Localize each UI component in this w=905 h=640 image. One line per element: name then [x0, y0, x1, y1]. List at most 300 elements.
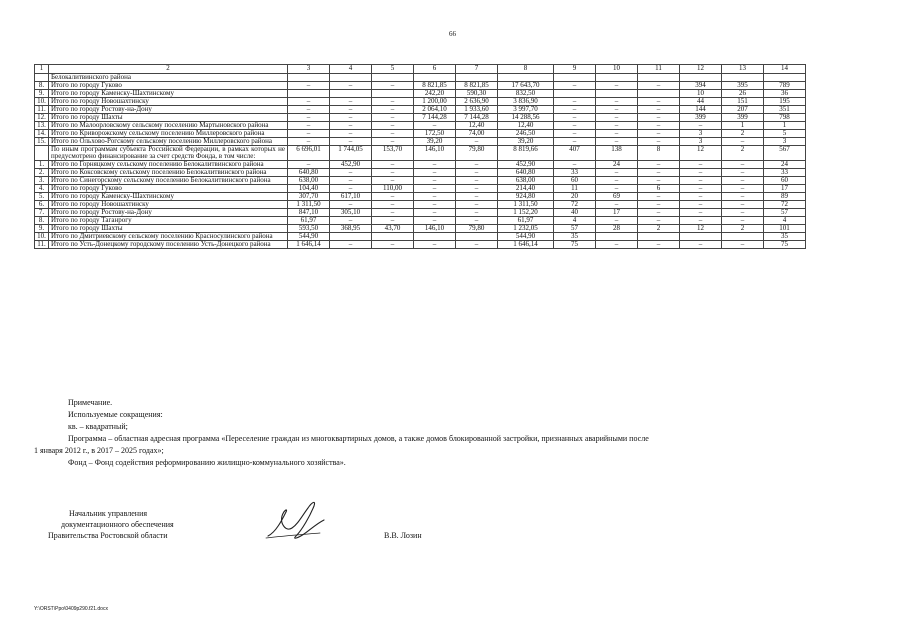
column-number-cell: 14 — [764, 65, 806, 74]
row-name-cell: Итого по городу Ростову-на-Дону — [49, 106, 288, 114]
value-cell: – — [414, 161, 456, 169]
column-number-cell: 4 — [330, 65, 372, 74]
value-cell: – — [414, 201, 456, 209]
value-cell: 407 — [554, 146, 596, 161]
row-number-cell: 9. — [35, 225, 49, 233]
value-cell: 43,70 — [372, 225, 414, 233]
value-cell: 1 — [722, 122, 764, 130]
value-cell: – — [680, 217, 722, 225]
row-number-cell: 2. — [35, 169, 49, 177]
value-cell: 307,70 — [288, 193, 330, 201]
row-name-cell: Итого по городу Таганрогу — [49, 217, 288, 225]
row-name-cell: Итого по городу Каменску-Шахтинскому — [49, 193, 288, 201]
value-cell: – — [372, 169, 414, 177]
value-cell: – — [372, 161, 414, 169]
row-number-cell: 3. — [35, 177, 49, 185]
value-cell: – — [414, 241, 456, 249]
row-number-cell: 8. — [35, 82, 49, 90]
value-cell: 2 — [722, 146, 764, 161]
row-name-cell: Итого по Ольхово-Рогскому сельскому поселению Миллеровского района — [49, 138, 288, 146]
value-cell: 35 — [764, 233, 806, 241]
value-cell: – — [680, 241, 722, 249]
value-cell: – — [722, 193, 764, 201]
signer-name: В.В. Лозин — [384, 531, 422, 540]
value-cell: – — [288, 161, 330, 169]
value-cell: 246,50 — [498, 130, 554, 138]
value-cell: – — [638, 138, 680, 146]
value-cell: 2 636,90 — [456, 98, 498, 106]
table-row — [35, 146, 806, 161]
value-cell: – — [288, 122, 330, 130]
value-cell: – — [372, 82, 414, 90]
value-cell: – — [554, 130, 596, 138]
value-cell: 394 — [680, 82, 722, 90]
value-cell: 151 — [722, 98, 764, 106]
row-number-cell: 1. — [35, 161, 49, 169]
value-cell: 3 997,70 — [498, 106, 554, 114]
row-name-cell: Итого по Криворожскому сельскому поселению Миллеровского района — [49, 130, 288, 138]
row-number-cell: 14. — [35, 130, 49, 138]
value-cell: – — [596, 106, 638, 114]
value-cell: 3 — [680, 130, 722, 138]
value-cell: – — [288, 138, 330, 146]
value-cell: – — [596, 114, 638, 122]
value-cell: 72 — [764, 201, 806, 209]
value-cell: – — [372, 209, 414, 217]
table-row — [35, 106, 806, 114]
value-cell: 101 — [764, 225, 806, 233]
value-cell: 33 — [554, 169, 596, 177]
value-cell: 69 — [596, 193, 638, 201]
row-name-cell: Итого по Дмитриевскому сельскому поселению Красносулинского района — [49, 233, 288, 241]
value-cell: – — [288, 114, 330, 122]
value-cell: 195 — [764, 98, 806, 106]
value-cell: – — [722, 169, 764, 177]
value-cell: 8 821,85 — [456, 82, 498, 90]
value-cell: 7 144,28 — [414, 114, 456, 122]
value-cell: 153,70 — [372, 146, 414, 161]
value-cell: – — [596, 177, 638, 185]
row-name-cell: Итого по Горняцкому сельскому поселению Белокалитвинского района — [49, 161, 288, 169]
value-cell: – — [638, 122, 680, 130]
value-cell: – — [722, 201, 764, 209]
notes-title: Примечание. — [68, 398, 113, 407]
value-cell: 1 744,05 — [330, 146, 372, 161]
value-cell: 847,10 — [288, 209, 330, 217]
value-cell: 3 — [680, 138, 722, 146]
column-number-cell: 10 — [596, 65, 638, 74]
notes — [34, 397, 888, 469]
value-cell: – — [554, 138, 596, 146]
column-number-cell: 7 — [456, 65, 498, 74]
value-cell: 60 — [554, 177, 596, 185]
value-cell: – — [554, 114, 596, 122]
value-cell: – — [330, 98, 372, 106]
row-number-cell: 10. — [35, 233, 49, 241]
signer-position-line2: документационного обеспечения — [61, 520, 174, 529]
value-cell: – — [372, 201, 414, 209]
value-cell: 138 — [596, 146, 638, 161]
value-cell: 798 — [764, 114, 806, 122]
table-row — [35, 90, 806, 98]
value-cell: – — [554, 82, 596, 90]
table-row — [35, 209, 806, 217]
row-number-cell: 12. — [35, 114, 49, 122]
row-name-cell: Итого по городу Шахты — [49, 225, 288, 233]
column-number-cell: 5 — [372, 65, 414, 74]
value-cell: – — [372, 98, 414, 106]
page-number: 66 — [449, 30, 456, 38]
value-cell: – — [596, 185, 638, 193]
value-cell: – — [638, 217, 680, 225]
value-cell: – — [722, 209, 764, 217]
value-cell: – — [414, 209, 456, 217]
value-cell: – — [680, 169, 722, 177]
value-cell: – — [372, 217, 414, 225]
value-cell: 75 — [764, 241, 806, 249]
value-cell: 33 — [764, 169, 806, 177]
row-name-cell: Итого по городу Новошахтинску — [49, 201, 288, 209]
row-name-cell: Итого по Малоорловскому сельскому поселению Мартыновского района — [49, 122, 288, 130]
value-cell: 72 — [554, 201, 596, 209]
value-cell: – — [330, 185, 372, 193]
row-name-cell: Итого по городу Каменску-Шахтинскому — [49, 90, 288, 98]
column-number-cell: 13 — [722, 65, 764, 74]
value-cell: 24 — [596, 161, 638, 169]
value-cell: 61,97 — [498, 217, 554, 225]
abbreviation-program: Программа – областная адресная программа «Переселение граждан из многоквартирных домов, а также домов блокированной застройки, признанных аварийными после — [68, 434, 649, 443]
value-cell: 20 — [554, 193, 596, 201]
value-cell: 28 — [596, 225, 638, 233]
table-row — [35, 193, 806, 201]
value-cell: 242,20 — [414, 90, 456, 98]
table-row — [35, 74, 806, 82]
value-cell: 79,80 — [456, 225, 498, 233]
row-name-cell: Итого по городу Гуково — [49, 185, 288, 193]
value-cell: 2 — [638, 225, 680, 233]
value-cell: 207 — [722, 106, 764, 114]
value-cell: – — [456, 217, 498, 225]
row-name-cell: Итого по городу Шахты — [49, 114, 288, 122]
value-cell: – — [638, 201, 680, 209]
value-cell: – — [456, 201, 498, 209]
value-cell: – — [330, 130, 372, 138]
value-cell: 1 200,00 — [414, 98, 456, 106]
value-cell: 4 — [764, 217, 806, 225]
value-cell: 12,40 — [498, 122, 554, 130]
value-cell: – — [372, 130, 414, 138]
row-name-cell: Белокалитвинского района — [49, 74, 288, 82]
value-cell: – — [456, 177, 498, 185]
value-cell: – — [288, 130, 330, 138]
value-cell: 1 933,60 — [456, 106, 498, 114]
value-cell: – — [330, 241, 372, 249]
value-cell: – — [554, 122, 596, 130]
value-cell: – — [638, 241, 680, 249]
value-cell: – — [722, 217, 764, 225]
value-cell: 14 288,56 — [498, 114, 554, 122]
signer-position-line1: Начальник управления — [69, 509, 148, 518]
value-cell: – — [414, 217, 456, 225]
column-number-cell: 3 — [288, 65, 330, 74]
value-cell: – — [372, 138, 414, 146]
value-cell: – — [372, 193, 414, 201]
value-cell: 12 — [680, 146, 722, 161]
row-number-cell: 7. — [35, 209, 49, 217]
value-cell: 924,80 — [498, 193, 554, 201]
value-cell: 61,97 — [288, 217, 330, 225]
row-name-cell: Итого по городу Ростову-на-Дону — [49, 209, 288, 217]
abbreviation-kv: кв. – квадратный; — [68, 422, 128, 431]
value-cell: 35 — [554, 233, 596, 241]
value-cell: – — [680, 209, 722, 217]
value-cell: – — [330, 217, 372, 225]
value-cell: – — [722, 241, 764, 249]
value-cell: 590,30 — [456, 90, 498, 98]
column-number-cell: 1 — [35, 65, 49, 74]
value-cell: 10 — [680, 90, 722, 98]
value-cell: – — [638, 209, 680, 217]
value-cell: – — [414, 193, 456, 201]
value-cell: – — [414, 169, 456, 177]
row-number-cell: 4. — [35, 185, 49, 193]
value-cell: 104,40 — [288, 185, 330, 193]
value-cell: 368,95 — [330, 225, 372, 233]
value-cell: 2 — [722, 225, 764, 233]
value-cell: 5 — [764, 130, 806, 138]
row-number-cell: 6. — [35, 201, 49, 209]
value-cell: 6 696,01 — [288, 146, 330, 161]
value-cell: 39,20 — [498, 138, 554, 146]
row-number-cell: 15. — [35, 138, 49, 146]
value-cell: – — [638, 169, 680, 177]
row-name-cell: Итого по городу Новошахтинску — [49, 98, 288, 106]
value-cell: 544,90 — [498, 233, 554, 241]
value-cell: – — [638, 193, 680, 201]
value-cell: 17 643,70 — [498, 82, 554, 90]
value-cell: 640,80 — [498, 169, 554, 177]
value-cell: – — [554, 106, 596, 114]
value-cell: 2 — [722, 130, 764, 138]
row-number-cell: 11. — [35, 106, 49, 114]
table-row — [35, 217, 806, 225]
column-number-cell: 2 — [49, 65, 288, 74]
abbreviation-fond: Фонд – Фонд содействия реформированию жилищно-коммунального хозяйства». — [68, 458, 346, 467]
table-header-row — [35, 65, 806, 74]
value-cell: 452,90 — [498, 161, 554, 169]
value-cell: – — [330, 82, 372, 90]
value-cell: – — [680, 122, 722, 130]
value-cell: – — [288, 98, 330, 106]
value-cell: 7 144,28 — [456, 114, 498, 122]
value-cell: – — [330, 122, 372, 130]
value-cell: 6 — [638, 185, 680, 193]
value-cell: 60 — [764, 177, 806, 185]
value-cell: 57 — [554, 225, 596, 233]
value-cell: – — [372, 114, 414, 122]
value-cell: 638,00 — [288, 177, 330, 185]
value-cell: 617,10 — [330, 193, 372, 201]
value-cell: – — [554, 161, 596, 169]
value-cell: 638,00 — [498, 177, 554, 185]
value-cell: – — [372, 122, 414, 130]
value-cell: 1 152,20 — [498, 209, 554, 217]
column-number-cell: 9 — [554, 65, 596, 74]
value-cell: 36 — [764, 90, 806, 98]
column-number-cell: 11 — [638, 65, 680, 74]
row-number-cell: 11. — [35, 241, 49, 249]
housing-table — [34, 64, 806, 249]
value-cell: – — [330, 169, 372, 177]
value-cell: – — [722, 161, 764, 169]
value-cell: – — [456, 185, 498, 193]
column-number-cell: 12 — [680, 65, 722, 74]
row-number-cell: 8. — [35, 217, 49, 225]
value-cell: – — [638, 82, 680, 90]
value-cell: 452,90 — [330, 161, 372, 169]
value-cell: – — [596, 122, 638, 130]
value-cell: 74,00 — [456, 130, 498, 138]
value-cell: 12 — [680, 225, 722, 233]
value-cell: 40 — [554, 209, 596, 217]
value-cell: 172,50 — [414, 130, 456, 138]
value-cell: 832,50 — [498, 90, 554, 98]
value-cell: – — [414, 177, 456, 185]
value-cell: 44 — [680, 98, 722, 106]
value-cell: – — [638, 114, 680, 122]
value-cell: – — [456, 161, 498, 169]
row-number-cell: 13. — [35, 122, 49, 130]
value-cell: 1 — [764, 122, 806, 130]
value-cell: – — [680, 201, 722, 209]
value-cell: – — [596, 169, 638, 177]
value-cell: – — [456, 193, 498, 201]
value-cell: 1 646,14 — [288, 241, 330, 249]
value-cell: 305,10 — [330, 209, 372, 217]
row-number-cell — [35, 146, 49, 161]
value-cell: – — [456, 209, 498, 217]
value-cell: 399 — [680, 114, 722, 122]
value-cell: – — [638, 130, 680, 138]
value-cell: – — [722, 177, 764, 185]
value-cell: – — [456, 169, 498, 177]
value-cell: – — [596, 138, 638, 146]
value-cell: 79,80 — [456, 146, 498, 161]
table-row — [35, 177, 806, 185]
value-cell: – — [638, 106, 680, 114]
handwritten-signature — [262, 498, 332, 544]
value-cell: 17 — [596, 209, 638, 217]
value-cell: – — [288, 82, 330, 90]
value-cell: 26 — [722, 90, 764, 98]
value-cell: – — [456, 241, 498, 249]
row-name-cell: Итого по городу Гуково — [49, 82, 288, 90]
signature-block — [48, 508, 174, 541]
value-cell: – — [372, 177, 414, 185]
abbreviation-program-continued: 1 января 2012 г., в 2017 – 2025 годах»; — [34, 446, 164, 455]
value-cell: – — [722, 138, 764, 146]
value-cell: 1 232,05 — [498, 225, 554, 233]
value-cell: 17 — [764, 185, 806, 193]
value-cell: – — [288, 106, 330, 114]
value-cell: – — [680, 185, 722, 193]
value-cell: – — [596, 217, 638, 225]
value-cell: 399 — [722, 114, 764, 122]
value-cell: – — [680, 177, 722, 185]
value-cell: 146,10 — [414, 146, 456, 161]
value-cell: 8 821,85 — [414, 82, 456, 90]
value-cell: 75 — [554, 241, 596, 249]
column-number-cell: 8 — [498, 65, 554, 74]
value-cell: 146,10 — [414, 225, 456, 233]
row-number-cell: 9. — [35, 90, 49, 98]
value-cell: 1 646,14 — [498, 241, 554, 249]
signer-position-line3: Правительства Ростовской области — [48, 531, 168, 540]
value-cell: 1 311,50 — [288, 201, 330, 209]
row-name-cell: По иным программам субъекта Российской Федерации, в рамках которых не предусмотрено финансирование за счет средств Фонда, в том числе: — [49, 146, 288, 161]
value-cell: – — [722, 185, 764, 193]
value-cell: – — [456, 138, 498, 146]
value-cell: – — [372, 106, 414, 114]
value-cell: 789 — [764, 82, 806, 90]
value-cell: 39,20 — [414, 138, 456, 146]
row-name-cell: Итого по Коксовскому сельскому поселению Белокалитвинского района — [49, 169, 288, 177]
value-cell: 24 — [764, 161, 806, 169]
value-cell: – — [596, 201, 638, 209]
value-cell: 8 819,66 — [498, 146, 554, 161]
value-cell: 110,00 — [372, 185, 414, 193]
value-cell: 593,50 — [288, 225, 330, 233]
value-cell: 4 — [554, 217, 596, 225]
value-cell: 11 — [554, 185, 596, 193]
column-number-cell: 6 — [414, 65, 456, 74]
value-cell: – — [680, 161, 722, 169]
table-row — [35, 241, 806, 249]
value-cell: – — [638, 177, 680, 185]
value-cell: – — [638, 98, 680, 106]
value-cell: 2 064,10 — [414, 106, 456, 114]
value-cell: 351 — [764, 106, 806, 114]
value-cell: 1 311,50 — [498, 201, 554, 209]
value-cell: 3 836,90 — [498, 98, 554, 106]
row-number-cell: 10. — [35, 98, 49, 106]
value-cell: – — [680, 193, 722, 201]
row-number-cell: 5. — [35, 193, 49, 201]
value-cell: 8 — [638, 146, 680, 161]
abbreviations-title: Используемые сокращения: — [68, 410, 163, 419]
file-path-footer: Y:\ORST\Ppo\0409p290.f21.docx — [34, 606, 108, 612]
value-cell: – — [330, 106, 372, 114]
value-cell: 3 — [764, 138, 806, 146]
value-cell: – — [596, 241, 638, 249]
value-cell: 214,40 — [498, 185, 554, 193]
row-name-cell: Итого по Синегорскому сельскому поселению Белокалитвинского района — [49, 177, 288, 185]
value-cell: 640,80 — [288, 169, 330, 177]
value-cell: – — [330, 114, 372, 122]
value-cell: – — [596, 82, 638, 90]
value-cell: 395 — [722, 82, 764, 90]
value-cell: 12,40 — [456, 122, 498, 130]
value-cell: 544,90 — [288, 233, 330, 241]
value-cell: 57 — [764, 209, 806, 217]
value-cell: 144 — [680, 106, 722, 114]
value-cell: – — [596, 98, 638, 106]
value-cell: – — [414, 185, 456, 193]
value-cell: 89 — [764, 193, 806, 201]
value-cell: – — [596, 130, 638, 138]
value-cell: – — [638, 161, 680, 169]
value-cell: – — [372, 241, 414, 249]
